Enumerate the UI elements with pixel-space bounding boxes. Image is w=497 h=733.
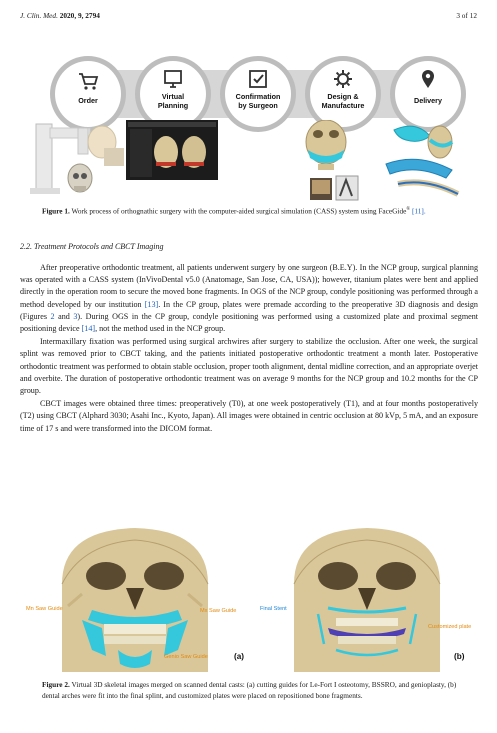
planning-software-image xyxy=(126,120,218,180)
citation-link[interactable]: [14] xyxy=(81,324,96,334)
printed-guides-image xyxy=(386,126,458,194)
checkbox-icon xyxy=(247,68,269,90)
paragraph-2: Intermaxillary fixation was performed using surgical archwires after surgery to stabilize the occlusion. After one week, the surgical splint was removed prior to CBCT taking, and the patients initiated postoperative orthodontic treatment a month later. Postoperative orthodontic treatment was performed to obtain stable occlusion, proper tooth alignment, dental midline correction, and an appropriate overjet and overbite. The duration of postoperative orthodontic treatment was on average 9 months for the NCP group and 10.2 months for the CP group. xyxy=(20,337,478,396)
body-text xyxy=(20,262,478,436)
monitor-icon xyxy=(162,68,184,90)
figure-1-caption xyxy=(42,206,462,217)
step-label: Virtual xyxy=(161,92,185,101)
manufacturing-image xyxy=(310,176,358,200)
panel-b-label: (b) xyxy=(454,652,465,661)
figure-2-panel-b xyxy=(258,524,476,672)
caption-text: Work process of orthognathic surgery with the computer-aided surgical simulation (CASS) system using FaceGide xyxy=(69,206,407,216)
registered-mark: ® xyxy=(406,207,411,212)
figure-2-caption xyxy=(42,680,466,702)
figure-link[interactable]: 3 xyxy=(73,311,78,321)
caption-reference[interactable]: [11]. xyxy=(410,206,426,216)
caption-label: Figure 1. xyxy=(42,206,70,216)
page-number: 3 of 12 xyxy=(456,11,477,20)
location-pin-icon xyxy=(417,68,439,90)
citation-link[interactable]: [13] xyxy=(144,299,159,309)
step-label-line2: Planning xyxy=(157,101,189,110)
paragraph-text: , not the method used in the NCP group. xyxy=(95,324,226,334)
figure-2 xyxy=(22,524,476,672)
gear-icon xyxy=(332,68,354,90)
section-heading: 2.2. Treatment Protocols and CBCT Imaging xyxy=(20,242,164,251)
customized-plate-label: Customized plate xyxy=(428,624,472,630)
paragraph-text: . In the CP group, plates were premade according to the preoperative 3D diagnosis and design (Figures xyxy=(20,299,478,321)
genio-saw-guide-label: Genio Saw Guide xyxy=(164,654,208,660)
step-label-line2: Manufacture xyxy=(321,101,365,110)
paragraph-1 xyxy=(20,262,478,335)
journal-volume: 2020, 9, 2794 xyxy=(59,11,100,20)
figure-link[interactable]: 2 xyxy=(50,311,55,321)
cart-icon xyxy=(77,70,99,92)
skull-cutting-guides-image xyxy=(22,524,248,672)
step-label-line2: by Surgeon xyxy=(238,101,278,110)
step-label: Order xyxy=(78,96,98,105)
final-stent-label: Final Stent xyxy=(260,606,287,612)
skull-final-splint-image xyxy=(258,524,476,672)
paragraph-3: CBCT images were obtained three times: preoperatively (T0), at one week postoperatively (T1), and at four months postoperatively (T2) using CBCT (Alphard 3030; Asahi Inc., Kyoto, Japan). All images were obtained in centric occlusion at 80 kVp, 5 mA, and an exposure time of 17 s and were transformed into the DICOM format. xyxy=(20,399,478,433)
step-label: Design & xyxy=(327,92,359,101)
step-label: Delivery xyxy=(414,96,442,105)
step-label: Confirmation xyxy=(235,92,281,101)
journal-name: J. Clin. Med. xyxy=(20,11,58,20)
caption-text: Virtual 3D skeletal images merged on scanned dental casts: (a) cutting guides for Le-Fort I osteotomy, BSSRO, and genioplasty, (b) dental arches were fit into the final splint, and customized plates were placed on repositioned bone fragments. xyxy=(42,680,457,700)
paragraph-text: and xyxy=(54,311,74,321)
panel-a-label: (a) xyxy=(234,652,245,661)
page-header xyxy=(20,11,477,23)
figure-1-images xyxy=(26,120,472,204)
paragraph-text: After preoperative orthodontic treatment, all patients underwent surgery by one surgeon (B.E.Y). In the NCP group, surgical planning was operated with a CASS system (InVivoDental v5.0 (Anatomage, San Jose, CA, USA)); however, titanium plates were bent and applied directly in the operation room to secure the moved bone fragments. In OGS of the NCP group, condyle positioning was performed through a method developed by our institution xyxy=(20,263,478,309)
paragraph-text: ). During OGS in the CP group, condyle positioning was performed using a customized plate and proximal segment positioning device xyxy=(20,311,478,334)
mx-saw-guide-label: Mx Saw Guide xyxy=(200,608,237,614)
journal-citation xyxy=(20,11,100,20)
figure-2-panel-a xyxy=(22,524,248,672)
skull-image xyxy=(68,164,92,192)
mn-saw-guide-label: Mn Saw Guide xyxy=(26,606,63,612)
surgical-guide-skull-image xyxy=(306,120,346,170)
caption-label: Figure 2. xyxy=(42,680,70,689)
figure-1 xyxy=(20,28,477,204)
